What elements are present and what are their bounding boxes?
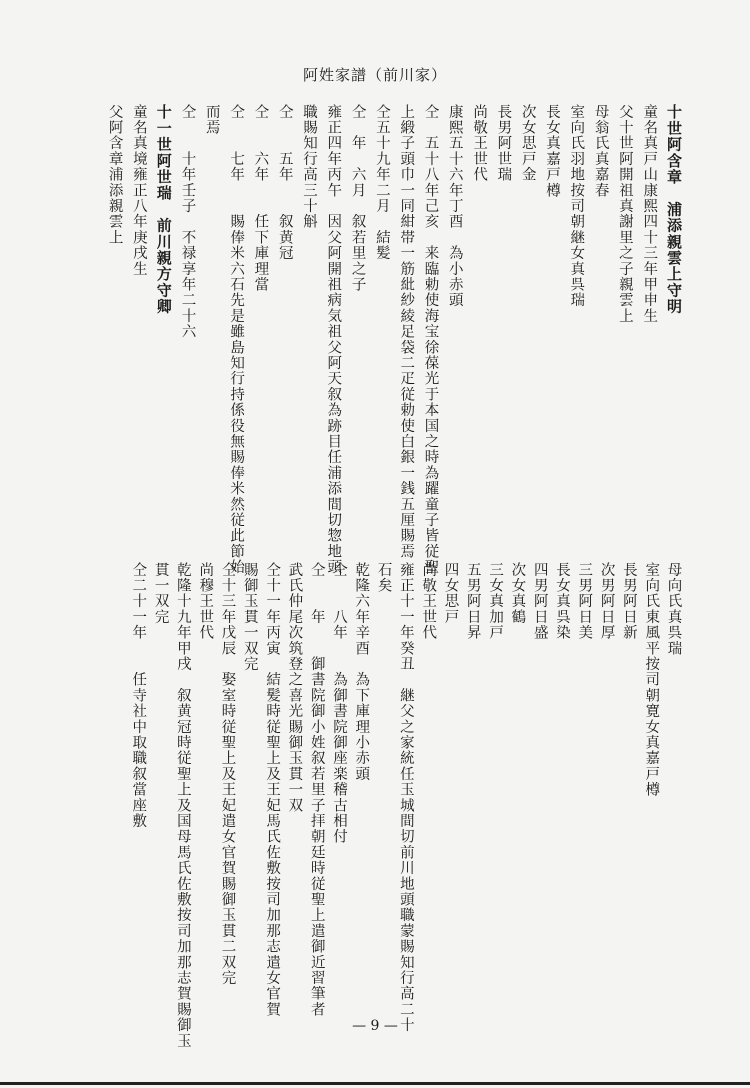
text-column: 仝 六年 任下庫理當 bbox=[252, 104, 269, 293]
text-column: 四女思戸 bbox=[442, 562, 459, 625]
text-column: 上緞子頭巾一同紺帯一筋紕紗綾足袋二疋従勅使白銀一銭五厘賜焉 bbox=[398, 104, 415, 560]
text-column: 仝二十一年 任寺社中取職叙當座敷 bbox=[130, 562, 147, 829]
text-column: 十世阿含章 浦添親雲上守明 bbox=[665, 104, 683, 315]
text-column: 次女思戸金 bbox=[519, 104, 536, 183]
text-column: 四男阿日盛 bbox=[531, 562, 548, 641]
text-column: 仝 五年 叙黄冠 bbox=[276, 104, 293, 261]
text-column: 長男阿世瑞 bbox=[495, 104, 512, 183]
text-column: 尚穆王世代 bbox=[197, 562, 214, 641]
text-column: 仝 五十八年己亥 来臨勅使海宝徐葆光于本国之時為躍童子皆従聖 bbox=[422, 104, 439, 575]
text-column: 職賜知行高三十斛 bbox=[301, 104, 317, 230]
text-column: 仝 年 六月 叙若里之子 bbox=[349, 104, 366, 293]
text-column: 賜御玉貫一双完 bbox=[241, 562, 258, 672]
page-header: 阿姓家譜（前川家） bbox=[302, 66, 447, 84]
text-column: 長男阿日新 bbox=[620, 562, 637, 641]
text-column: 而焉 bbox=[203, 104, 220, 136]
text-column: 武氏仲尾次筑登之喜光賜御玉貫一双 bbox=[286, 562, 303, 814]
text-column: 雍正十一年癸丑 継父之家統任玉城間切前川地頭職蒙賜知行高二十 bbox=[397, 562, 414, 1033]
text-column: 童名真境雍正八年庚戌生 bbox=[130, 104, 147, 277]
text-column: 母翁氏真嘉春 bbox=[592, 104, 609, 199]
text-column: 乾隆十九年甲戌 叙黄冠時従聖上及国母馬氏佐敷按司加那志賀賜御玉 bbox=[174, 562, 191, 1049]
text-column: 次女真鶴 bbox=[509, 562, 526, 625]
bottom-rule bbox=[0, 1082, 750, 1085]
text-column: 乾隆六年辛酉 為下庫理小赤頭 bbox=[353, 562, 370, 782]
text-column: 父阿含章浦添親雲上 bbox=[106, 104, 123, 246]
text-column: 長女真嘉戸樽 bbox=[544, 104, 560, 199]
text-column: 貫一双完 bbox=[152, 562, 169, 625]
text-column: 室向氏東風平按司朝寛女真嘉戸樽 bbox=[643, 562, 660, 798]
text-column: 室向氏羽地按司朝継女真呉瑞 bbox=[568, 104, 585, 309]
text-column: 仝 十年壬子 不禄享年二十六 bbox=[179, 104, 196, 340]
text-column: 石矣 bbox=[375, 562, 392, 594]
text-column: 五男阿日昇 bbox=[464, 562, 481, 641]
text-column: 尚敬王世代 bbox=[471, 104, 488, 183]
text-column: 次男阿日厚 bbox=[598, 562, 615, 641]
text-column: 父十世阿開祖真謝里之子親雲上 bbox=[616, 104, 633, 324]
text-column: 仝十三年戊辰 娶室時従聖上及王妃遣女官賀賜御玉貫二双完 bbox=[219, 562, 236, 986]
text-column: 仝五十九年二月 結髪 bbox=[373, 104, 390, 261]
text-column: 母向氏真呉瑞 bbox=[665, 562, 682, 657]
text-column: 童名真戸山康熙四十三年甲申生 bbox=[641, 104, 658, 324]
text-column: 仝十一年丙寅 結髪時従聖上及王妃馬氏佐敷按司加那志遣女官賀 bbox=[264, 562, 281, 1018]
text-column: 尚敬王世代 bbox=[420, 562, 437, 641]
text-column: 雍正四年丙午 因父阿開祖病気祖父阿天叙為跡目任浦添間切惣地頭 bbox=[325, 104, 342, 575]
text-column: 長女真呉染 bbox=[554, 562, 570, 641]
text-column: 仝 年 御書院御小姓叙若里子拝朝廷時従聖上遣御近習筆者 bbox=[308, 562, 325, 1018]
text-column: 仝 七年 賜俸米六石先是雖島知行持係役無賜俸米然従此節始 bbox=[228, 104, 245, 575]
text-column: 三女真加戸 bbox=[487, 562, 504, 641]
text-column: 十一世阿世瑞 前川親方守卿 bbox=[154, 104, 173, 315]
text-column: 三男阿日美 bbox=[576, 562, 593, 641]
page-number: — 9 — bbox=[352, 1018, 398, 1034]
text-column: 康熙五十六年丁酉 為小赤頭 bbox=[446, 104, 463, 309]
text-column: 仝 八年 為御書院御座楽稽古相付 bbox=[331, 562, 347, 845]
